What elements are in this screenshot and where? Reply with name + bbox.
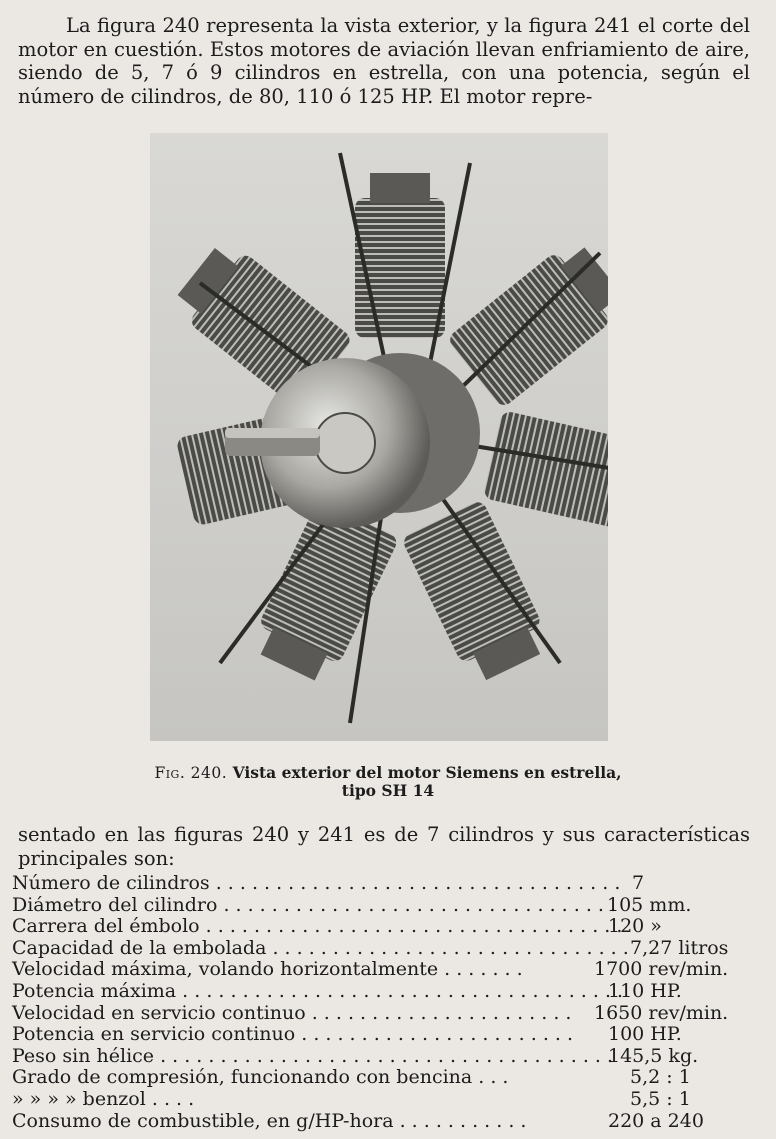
spec-value: 110 HP. — [608, 979, 682, 1002]
spec-label: Consumo de combustible, en g/HP-hora . . . . . . . . . . . — [12, 1109, 527, 1132]
spec-label: Diámetro del cilindro . . . . . . . . . . . . . . . . . . . . . . . . . . . . . . . . . — [12, 893, 617, 916]
spec-label: » » » » benzol . . . . — [12, 1087, 195, 1110]
spec-row — [12, 1067, 762, 1089]
spec-label: Velocidad en servicio continuo . . . . . . . . . . . . . . . . . . . . . . — [12, 1001, 572, 1024]
spec-label: Grado de compresión, funcionando con bencina . . . — [12, 1066, 509, 1089]
spec-label: Carrera del émbolo . . . . . . . . . . . . . . . . . . . . . . . . . . . . . . . . . . . — [12, 915, 623, 938]
spec-label: Capacidad de la embolada . . . . . . . . . . . . . . . . . . . . . . . . . . . . . . — [12, 936, 629, 959]
spec-list — [12, 873, 762, 1132]
spec-value: 105 mm. — [607, 893, 692, 916]
figure-caption — [0, 764, 776, 800]
caption-line-1: Vista exterior del motor Siemens en estrella, — [232, 763, 622, 782]
figure-number: Fig. 240. — [154, 764, 228, 782]
spec-row — [12, 1024, 762, 1046]
spec-row — [12, 1046, 762, 1068]
spec-label: Potencia en servicio continuo . . . . . . . . . . . . . . . . . . . . . . . — [12, 1023, 574, 1046]
spec-row — [12, 895, 762, 917]
spec-value: 100 HP. — [608, 1023, 682, 1046]
spec-label: Peso sin hélice . . . . . . . . . . . . . . . . . . . . . . . . . . . . . . . . . . . . . . — [12, 1044, 614, 1067]
spec-row — [12, 981, 762, 1003]
spec-row — [12, 938, 762, 960]
spec-value: 7,27 litros — [630, 936, 729, 959]
engine-photo — [150, 133, 608, 741]
spec-value: 1700 rev/min. — [594, 958, 729, 981]
spec-value: 5,5 : 1 — [630, 1087, 691, 1110]
spec-row — [12, 873, 762, 895]
intro-paragraph: La figura 240 representa la vista exterior, y la figura 241 el corte del motor en cuestión. Estos motores de aviación llevan enfriamiento de aire, siendo de 5, 7 ó 9 cilindros en estrella, con una potencia, según el número de cilindros, de 80, 110 ó 125 HP. El motor repre- — [18, 14, 750, 108]
spec-row — [12, 916, 762, 938]
spec-value: 5,2 : 1 — [630, 1066, 691, 1089]
spec-label: Velocidad máxima, volando horizontalmente . . . . . . . — [12, 958, 523, 981]
spec-row — [12, 959, 762, 981]
spec-row — [12, 1111, 762, 1133]
spec-value: 220 a 240 — [608, 1109, 704, 1132]
spec-label: Número de cilindros . . . . . . . . . . . . . . . . . . . . . . . . . . . . . . . . . . — [12, 872, 621, 894]
spec-value: 120 » — [608, 915, 662, 938]
body-paragraph: sentado en las figuras 240 y 241 es de 7 cilindros y sus características principales son: — [18, 823, 750, 870]
caption-line-2: tipo SH 14 — [341, 781, 435, 800]
spec-row — [12, 1089, 762, 1111]
spec-label: Potencia máxima . . . . . . . . . . . . . . . . . . . . . . . . . . . . . . . . . . . . . — [12, 979, 624, 1002]
spec-value: 145,5 kg. — [608, 1044, 699, 1067]
spec-value: 7 — [632, 872, 645, 894]
spec-value: 1650 rev/min. — [594, 1001, 729, 1024]
radial-engine-illustration — [150, 133, 608, 741]
spec-row — [12, 1003, 762, 1025]
